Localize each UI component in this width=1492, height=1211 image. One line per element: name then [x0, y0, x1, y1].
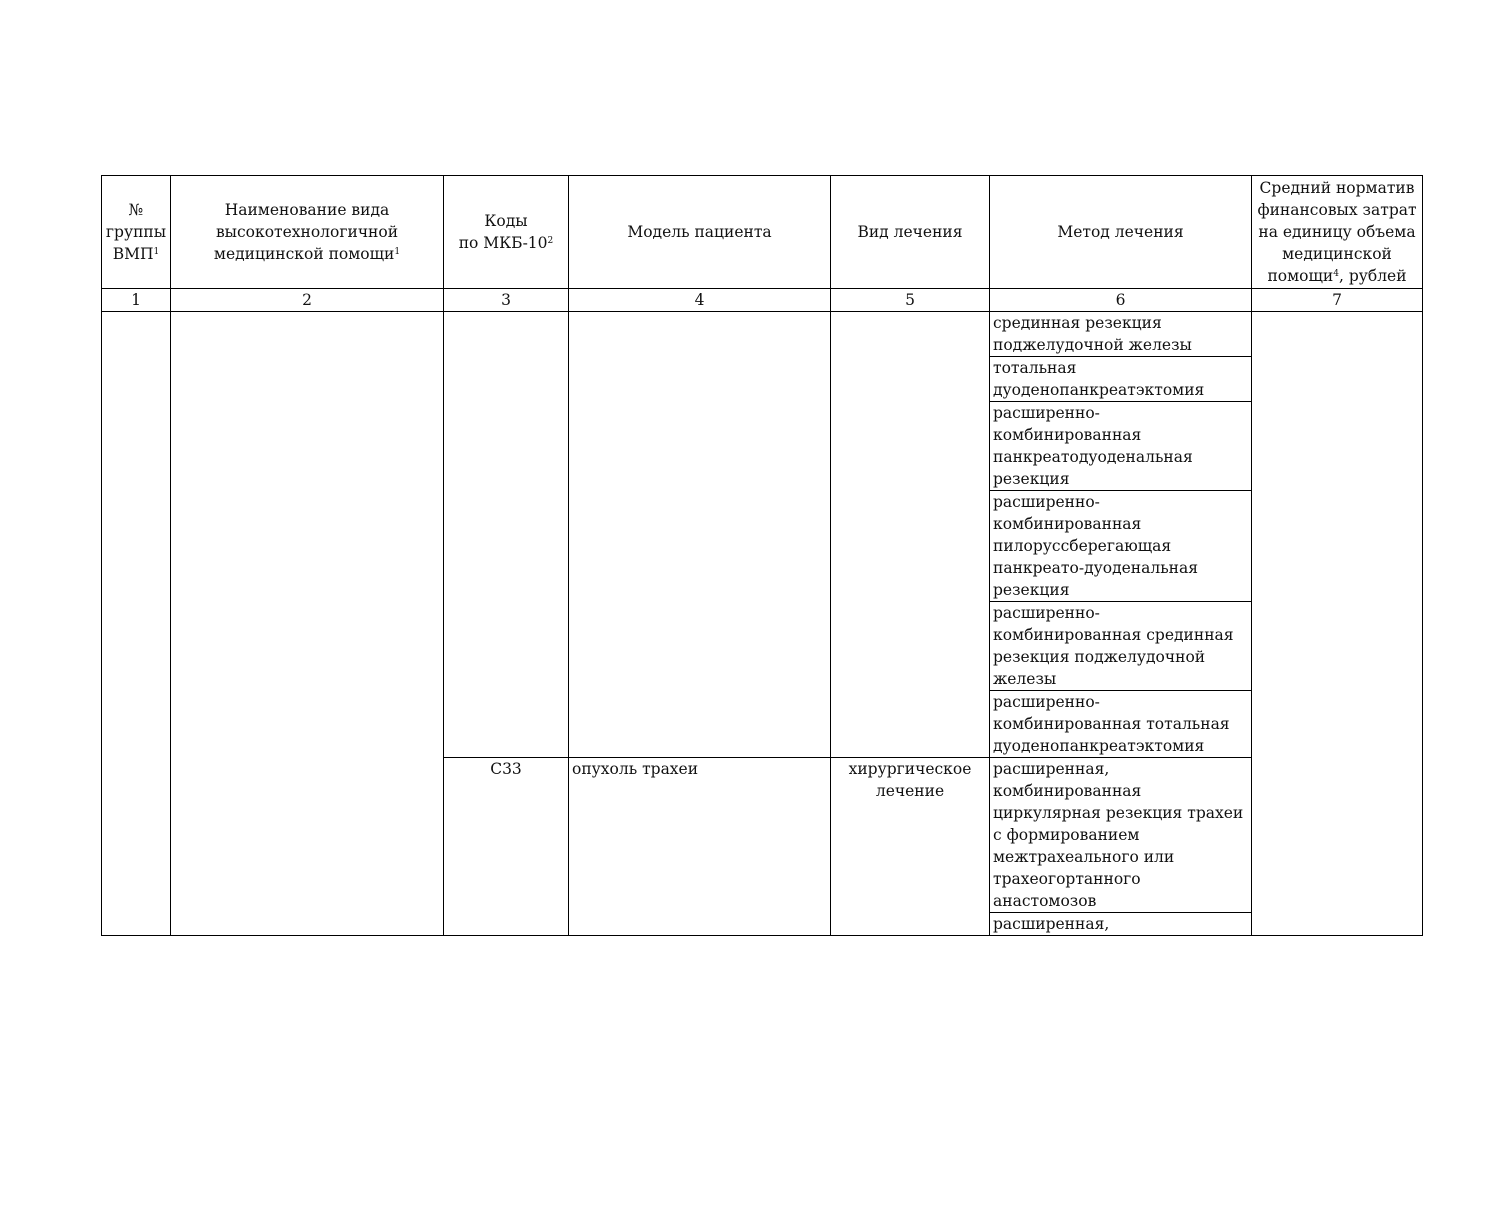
icd-code-cell: [444, 312, 569, 758]
treatment-method-cell: расширенная, комбинированная циркулярная резекция трахеи с формированием межтрахеального или трахеогортанного анастомозов: [990, 758, 1252, 913]
header-treatment-method: Метод лечения: [990, 176, 1252, 289]
header-average-cost-footnote: 4: [1333, 269, 1339, 279]
column-number: 4: [569, 289, 831, 312]
treatment-method-cell: срединная резекция поджелудочной железы: [990, 312, 1252, 357]
column-numbers-row: [102, 289, 1423, 312]
column-number: 3: [444, 289, 569, 312]
treatment-method-cell: тотальная дуоденопанкреатэктомия: [990, 357, 1252, 402]
group-number-cell: [102, 312, 171, 936]
header-icd-codes-line1: Коды: [484, 212, 528, 230]
average-cost-cell: [1252, 312, 1423, 936]
header-treatment-type: Вид лечения: [831, 176, 990, 289]
header-care-type: [171, 176, 444, 289]
column-number: 1: [102, 289, 171, 312]
treatment-type-cell: хирургическое лечение: [831, 758, 990, 936]
header-care-type-text: Наименование вида высокотехнологичной медицинской помощи: [213, 201, 399, 263]
header-icd-codes: [444, 176, 569, 289]
header-group-number-line1: №: [128, 201, 144, 219]
header-group-number: [102, 176, 171, 289]
header-group-number-footnote: 1: [153, 247, 160, 257]
patient-model-cell: [569, 312, 831, 758]
header-care-type-footnote: 1: [394, 247, 401, 257]
header-row: [102, 176, 1423, 289]
column-number: 7: [1252, 289, 1423, 312]
header-group-number-line3: ВМП: [112, 245, 154, 263]
header-group-number-line2: группы: [105, 223, 167, 241]
header-average-cost-unit: , рублей: [1338, 267, 1407, 285]
treatment-method-cell: расширенно-комбинированная тотальная дуоденопанкреатэктомия: [990, 691, 1252, 758]
treatment-method-cell: расширенная,: [990, 913, 1252, 936]
header-icd-codes-line2: по МКБ-10: [458, 234, 548, 252]
treatment-method-cell: расширенно-комбинированная пилоруссберегающая панкреато-дуоденальная резекция: [990, 491, 1252, 602]
header-patient-model: Модель пациента: [569, 176, 831, 289]
column-number: 2: [171, 289, 444, 312]
header-average-cost-text: Средний норматив финансовых затрат на единицу объема медицинской помощи: [1257, 179, 1417, 285]
header-average-cost: [1252, 176, 1423, 289]
icd-code-cell: C33: [444, 758, 569, 936]
header-icd-codes-footnote: 2: [547, 236, 554, 246]
treatment-method-cell: расширенно-комбинированная срединная резекция поджелудочной железы: [990, 602, 1252, 691]
column-number: 5: [831, 289, 990, 312]
vmp-table: [101, 175, 1423, 936]
table-row: [102, 312, 1423, 357]
care-type-cell: [171, 312, 444, 936]
column-number: 6: [990, 289, 1252, 312]
patient-model-cell: опухоль трахеи: [569, 758, 831, 936]
treatment-type-cell: [831, 312, 990, 758]
treatment-method-cell: расширенно-комбинированная панкреатодуоденальная резекция: [990, 402, 1252, 491]
